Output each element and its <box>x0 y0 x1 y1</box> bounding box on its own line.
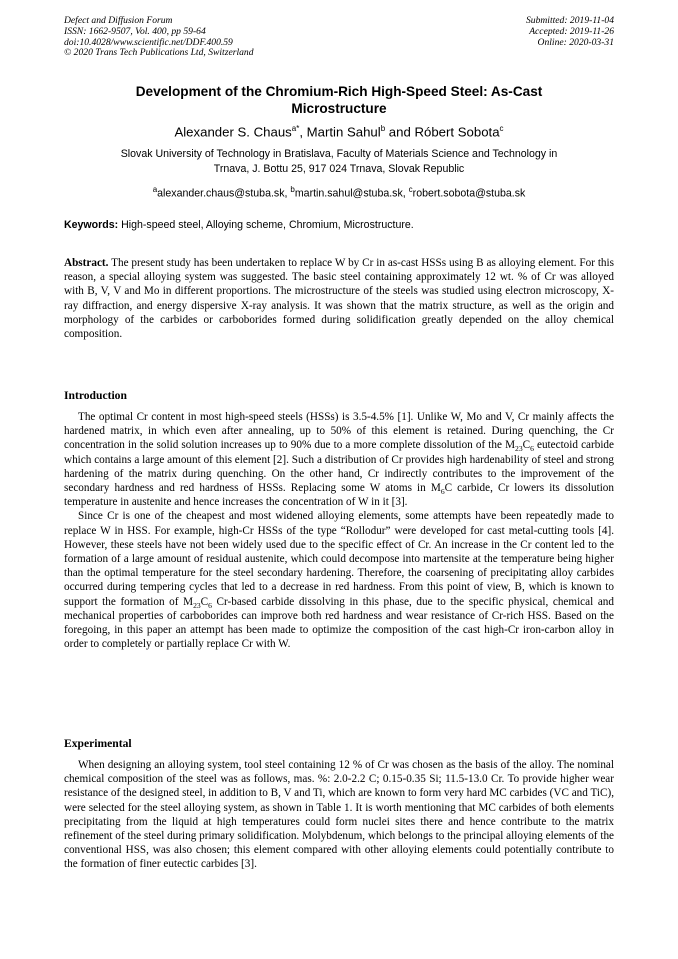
keywords-label: Keywords: <box>64 219 119 231</box>
abstract <box>64 256 614 341</box>
author-affiliation-mark: c <box>499 124 504 133</box>
journal-meta <box>64 16 254 59</box>
abstract-label: Abstract. <box>64 257 109 269</box>
paragraph <box>64 410 614 509</box>
accepted-date: Accepted: 2019-11-26 <box>529 25 614 37</box>
introduction-body <box>64 410 614 651</box>
author-name: Róbert Sobota <box>414 124 500 140</box>
subscript: 23 <box>193 600 201 610</box>
email-mark: a <box>152 185 158 194</box>
keywords-text: High-speed steel, Alloying scheme, Chromium, Microstructure. <box>118 219 414 231</box>
journal-copyright: © 2020 Trans Tech Publications Ltd, Switzerland <box>64 47 254 59</box>
author-name: Martin Sahul <box>306 124 381 140</box>
online-date: Online: 2020-03-31 <box>537 36 614 48</box>
journal-issn: ISSN: 1662-9507, Vol. 400, pp 59-64 <box>64 25 206 37</box>
submission-dates <box>526 16 614 48</box>
author-separator: and <box>385 124 415 140</box>
experimental-body <box>64 758 614 872</box>
author-name: Alexander S. Chaus <box>174 124 292 140</box>
paragraph: When designing an alloying system, tool steel containing 12 % of Cr was chosen as the basis of the alloy. The nominal chemical composition of the steel was as follows, mas. %: 2.0-2.2 C; 0.15-0.35 Si; 11.5-13.0 Cr. To provide higher wear resistance of the designed steel, in addition to B, V and Ti, which are known to form very hard MC carbides (VC and TiC), were selected for the steel alloying system, as shown in Table 1. It is worth mentioning that MC carbides of both elements precipitating from the liquid at high temperatures could form nuclei sites there and hence contribute to the matrix refinement of the steel during primary solidification. Molybdenum, which belongs to the principal alloying elements of the conventional HSS, was also chosen; this element compared with other alloying elements could potentially contribute to the formation of finer eutectic carbides [3]. <box>64 759 614 871</box>
author-separator: , <box>299 124 307 140</box>
email-link[interactable]: alexander.chaus@stuba.sk <box>157 187 285 200</box>
paper-title <box>64 83 614 117</box>
affiliation-line-1: Slovak University of Technology in Bratislava, Faculty of Materials Science and Technology in <box>120 148 558 160</box>
paragraph-text: Cr-based carbide dissolving in this phase, due to the specific physical, chemical and mechanical properties of carboborides can improve both red hardness and wear resistance of Cr-rich HSS. Based on the foregoing, in this paper an attempt has been made to optimize the composition of the cast high-Cr iron-carbon alloy in order to completely or partially replace Cr with W. <box>64 595 614 651</box>
paragraph-text: C <box>522 439 531 452</box>
paragraph-text: C carbide, Cr lowers its dissolution temperature in austenite and hence increases the concentration of W in it [3]. <box>64 482 614 509</box>
email-link[interactable]: martin.sahul@stuba.sk <box>294 187 403 200</box>
affiliation <box>64 147 614 176</box>
submitted-date: Submitted: 2019-11-04 <box>525 15 614 26</box>
abstract-text: The present study has been undertaken to replace W by Cr in as-cast HSSs using B as alloying element. For this reason, a special alloying system was suggested. The basic steel containing approximately 12 wt. % of Cr was alloyed with B, V, V and Mo in different proportions. The microstructure of the steels was studied using electron microscopy, X-ray diffraction, and energy dispersive X-ray analysis. It was shown that the matrix structure, as well as the origin and morphology of the carbides or carboborides formed during solidification greatly depended on the alloy chemical composition. <box>64 257 614 341</box>
email-separator: , <box>402 187 409 200</box>
paragraph-text: eutectoid carbide which contains a large amount of this element [2]. Such a distribution of Cr provides high hardenability of steel and strong hardening of the matrix during quenching. On the other hand, Cr indirectly contributes to the improvement of the secondary hardness and red hardness of HSSs. Replacing some W atoms in M <box>64 439 614 495</box>
affiliation-line-2: Trnava, J. Bottu 25, 917 024 Trnava, Slovak Republic <box>213 162 465 175</box>
journal-doi: doi:10.4028/www.scientific.net/DDF.400.59 <box>64 36 233 48</box>
author-emails <box>64 183 614 201</box>
title-line-2: Microstructure <box>291 101 387 116</box>
paragraph <box>64 509 614 651</box>
journal-name: Defect and Diffusion Forum <box>64 15 173 26</box>
email-separator: , <box>284 187 291 200</box>
subscript: 23 <box>515 444 523 454</box>
email-mark: b <box>290 185 295 194</box>
title-line-1: Development of the Chromium-Rich High-Speed Steel: As-Cast <box>135 84 543 99</box>
email-link[interactable]: robert.sobota@stuba.sk <box>412 187 526 200</box>
author-affiliation-mark: b <box>380 124 386 133</box>
paragraph-text: The optimal Cr content in most high-speed steels (HSSs) is 3.5-4.5% [1]. Unlike W, Mo and V, Cr mainly affects the hardened matrix, in which even after annealing, up to 50% of this element is retained. During quenching, the Cr concentration in the solid solution increases up to 90% due to a more complete dissolution of the M <box>64 411 614 452</box>
paragraph-text: C <box>200 595 209 608</box>
section-heading-experimental: Experimental <box>64 737 132 750</box>
email-mark: c <box>408 185 413 194</box>
author-affiliation-mark: a* <box>291 124 300 133</box>
keywords <box>64 219 614 232</box>
author-list <box>64 120 614 140</box>
subscript: 6 <box>530 444 534 454</box>
section-heading-introduction: Introduction <box>64 389 127 402</box>
paragraph-text: Since Cr is one of the cheapest and most widened alloying elements, some attempts have been repeatedly made to replace W in HSS. For example, high-Cr HSSs of the type “Rollodur” were developed for cast metal-cutting tools [4]. However, these steels have not been widely used due to the specific effect of Cr. An increase in the Cr content led to the formation of a large amount of residual austenite, which could decompose into martensite at the temperature being higher than the optimal temperature for the steel secondary hardening. Therefore, the coarsening of precipitating alloy carbides occurred during tempering cycles that led to a decrease in red hardness. From this point of view, B, which is known to support the formation of M <box>64 510 614 608</box>
subscript: 6 <box>208 600 212 610</box>
subscript: 6 <box>440 487 445 497</box>
